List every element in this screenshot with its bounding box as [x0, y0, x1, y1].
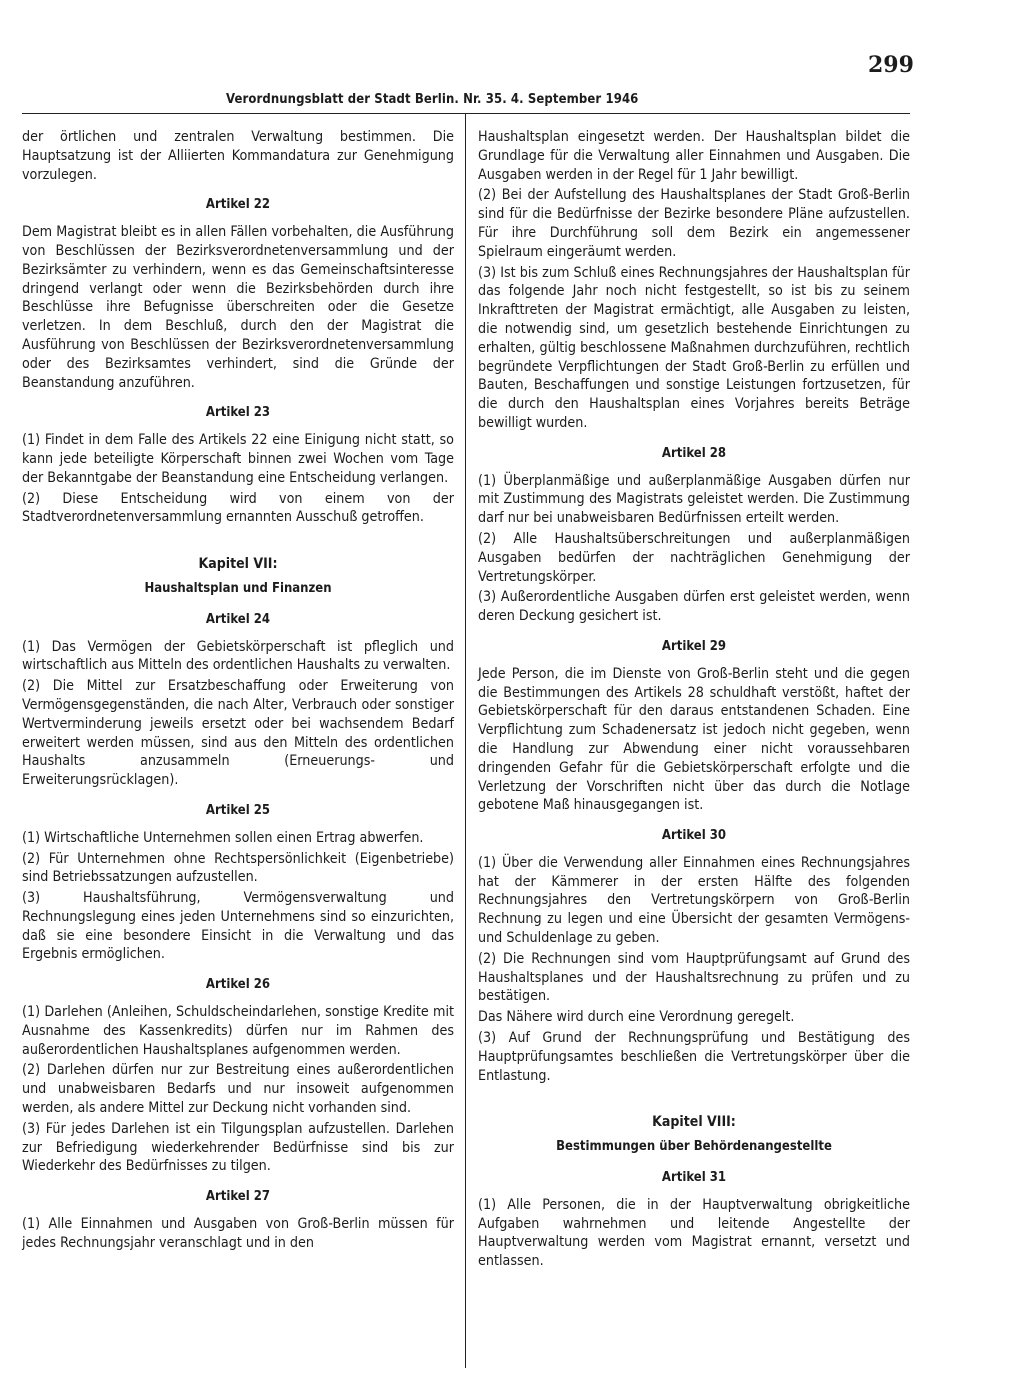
article-heading: Artikel 31: [661, 1170, 727, 1186]
article-heading: Artikel 25: [205, 802, 271, 818]
paragraph: Das Nähere wird durch eine Verordnung geregelt.: [478, 1009, 795, 1026]
paragraph: Dem Magistrat bleibt es in allen Fällen vorbehalten, die Ausführung von Beschlüssen der Bezirksverordnetenversammlung und der Bezirksämter zu verhindern, wenn es das Gemeinschaftsinteresse dringend verlangt oder wenn die Bezirksbehörden durch ihre Beschlüsse ihre Befugnisse überschreiten oder die Gesetze verletzen. In dem Beschluß, durch den der Magistrat die Ausführung von Beschlüssen der Bezirksverordnetenversammlung oder des Bezirksamtes verhindert, sind die Gründe der Beanstandung anzuführen.: [22, 224, 454, 391]
left-column: [22, 128, 454, 1255]
paragraph: (1) Findet in dem Falle des Artikels 22 eine Einigung nicht statt, so kann jede beteiligte Körperschaft binnen zwei Wochen vom Tage der Bekanntgabe der Beanstandung eine Entscheidung verlangen.: [22, 432, 454, 486]
paragraph: (1) Überplanmäßige und außerplanmäßige Ausgaben dürfen nur mit Zustimmung des Magistrats geleistet werden. Die Zustimmung darf nur bei unabweisbaren Bedürfnissen erteilt werden.: [478, 472, 910, 527]
right-column: [478, 128, 910, 1273]
paragraph: der örtlichen und zentralen Verwaltung bestimmen. Die Hauptsatzung ist der Alliierten Kommandatura zur Genehmigung vorzulegen.: [22, 129, 454, 183]
column-divider: [465, 113, 466, 1368]
article-heading: Artikel 24: [205, 611, 271, 627]
paragraph: (2) Bei der Aufstellung des Haushaltsplanes der Stadt Groß-Berlin sind für die Bedürfnisse der Bezirke besondere Pläne aufzustellen. Für ihre Durchführung soll dem Bezirk ein angemessener Spielraum eingeräumt werden.: [478, 187, 910, 260]
paragraph: Jede Person, die im Dienste von Groß-Berlin steht und die gegen die Bestimmungen des Artikels 28 schuldhaft verstößt, haftet der Gebietskörperschaft für den daraus entstandenen Schaden. Eine Verpflichtung zum Schadenersatz ist jedoch nicht gegeben, wenn die Handlung zur Abwendung einer nicht voraussehbaren dringenden Gefahr für die Gebietskörperschaft erfolgte und die Verletzung der Vorschriften nicht über das durch die Notlage gebotene Maß hinausgegangen ist.: [478, 665, 910, 814]
article-heading: Artikel 30: [661, 828, 727, 844]
chapter-subheading: Haushaltsplan und Finanzen: [144, 580, 332, 596]
chapter-subheading: Bestimmungen über Behördenangestellte: [556, 1139, 832, 1155]
paragraph: (2) Darlehen dürfen nur zur Bestreitung eines außerordentlichen und unabweisbaren Bedarfs und nur insoweit aufgenommen werden, als andere Mittel zur Deckung nicht vorhanden sind.: [22, 1062, 454, 1117]
paragraph: (3) Haushaltsführung, Vermögensverwaltung und Rechnungslegung eines jeden Unternehmens sind so einzurichten, daß sie eine besondere Einsicht in die Verwaltung und das Ergebnis ermöglichen.: [22, 890, 454, 963]
paragraph: (1) Alle Einnahmen und Ausgaben von Groß-Berlin müssen für jedes Rechnungsjahr veranschlagt und in den: [22, 1216, 454, 1251]
article-heading: Artikel 27: [205, 1189, 271, 1205]
article-heading: Artikel 23: [205, 405, 271, 421]
paragraph: (1) Darlehen (Anleihen, Schuldscheindarlehen, sonstige Kredite mit Ausnahme des Kassenkredits) dürfen nur im Rahmen des außerordentlichen Haushaltsplanes aufgenommen werden.: [22, 1004, 454, 1058]
chapter-heading: Kapitel VIII:: [652, 1114, 736, 1131]
page-number: 299: [868, 52, 914, 78]
article-heading: Artikel 28: [661, 445, 727, 461]
paragraph: (2) Die Rechnungen sind vom Hauptprüfungsamt auf Grund des Haushaltsplanes und der Haushaltsrechnung zu prüfen und zu bestätigen.: [478, 950, 910, 1005]
paragraph: (1) Das Vermögen der Gebietskörperschaft ist pfleglich und wirtschaftlich aus Mitteln des ordentlichen Haushalts zu verwalten.: [22, 638, 454, 674]
paragraph: (2) Die Mittel zur Ersatzbeschaffung oder Erweiterung von Vermögensgegenständen, die nach Alter, Verbrauch oder sonstiger Wertverminderung jeweils ersetzt oder bei wachsendem Bedarf erweitert werden müssen, sind aus den Mitteln des ordentlichen Haushalts anzusammeln (Erneuerungs- und Erweiterungsrücklagen).: [22, 678, 454, 789]
paragraph: (3) Außerordentliche Ausgaben dürfen erst geleistet werden, wenn deren Deckung gesichert ist.: [478, 589, 910, 625]
paragraph: Haushaltsplan eingesetzt werden. Der Haushaltsplan bildet die Grundlage für die Verwaltung aller Einnahmen und Ausgaben. Die Ausgaben werden in der Regel für 1 Jahr bewilligt.: [478, 129, 910, 183]
paragraph: (2) Für Unternehmen ohne Rechtspersönlichkeit (Eigenbetriebe) sind Betriebssatzungen aufzustellen.: [22, 850, 454, 886]
paragraph: (1) Alle Personen, die in der Hauptverwaltung obrigkeitliche Aufgaben wahrnehmen und leitende Angestellte der Hauptverwaltung werden vom Magistrat ernannt, versetzt und entlassen.: [478, 1196, 910, 1270]
paragraph: (3) Für jedes Darlehen ist ein Tilgungsplan aufzustellen. Darlehen zur Befriedigung wiederkehrender Bedürfnisse sind bis zur Wiederkehr des Bedürfnisses zu tilgen.: [22, 1120, 454, 1175]
paragraph: (1) Wirtschaftliche Unternehmen sollen einen Ertrag abwerfen.: [22, 829, 424, 846]
paragraph: (3) Auf Grund der Rechnungsprüfung und Bestätigung des Hauptprüfungsamtes beschließen die Vertretungskörper über die Entlastung.: [478, 1030, 910, 1084]
article-heading: Artikel 29: [661, 638, 727, 654]
paragraph: (2) Diese Entscheidung wird von einem von der Stadtverordnetenversammlung ernannten Ausschuß getroffen.: [22, 490, 454, 526]
paragraph: (1) Über die Verwendung aller Einnahmen eines Rechnungsjahres hat der Kämmerer in der ersten Hälfte des folgenden Rechnungsjahres den Vertretungskörpern von Groß-Berlin Rechnung zu legen und eine Übersicht der gesamten Vermögens- und Schuldenlage zu geben.: [478, 854, 910, 947]
paragraph: (3) Ist bis zum Schluß eines Rechnungsjahres der Haushaltsplan für das folgende Jahr noch nicht festgestellt, so ist bis zu seinem Inkrafttreten der Magistrat ermächtigt, alle Ausgaben zu leisten, die notwendig sind, um gesetzlich bestehende Einrichtungen zu erhalten, gültig beschlossene Maßnahmen durchzuführen, rechtlich begründete Verpflichtungen der Stadt Groß-Berlin zu erfüllen und Bauten, Beschaffungen und sonstige Leistungen fortzusetzen, für die durch den Haushaltsplan eines Vorjahres bereits Beträge bewilligt wurden.: [478, 264, 910, 431]
article-heading: Artikel 22: [205, 197, 271, 213]
paragraph: (2) Alle Haushaltsüberschreitungen und außerplanmäßigen Ausgaben bedürfen der nachträglichen Genehmigung der Vertretungskörper.: [478, 530, 910, 585]
article-heading: Artikel 26: [205, 977, 271, 993]
chapter-heading: Kapitel VII:: [198, 556, 278, 573]
header-rule: [22, 113, 910, 114]
running-head: Verordnungsblatt der Stadt Berlin. Nr. 35. 4. September 1946: [226, 92, 639, 107]
